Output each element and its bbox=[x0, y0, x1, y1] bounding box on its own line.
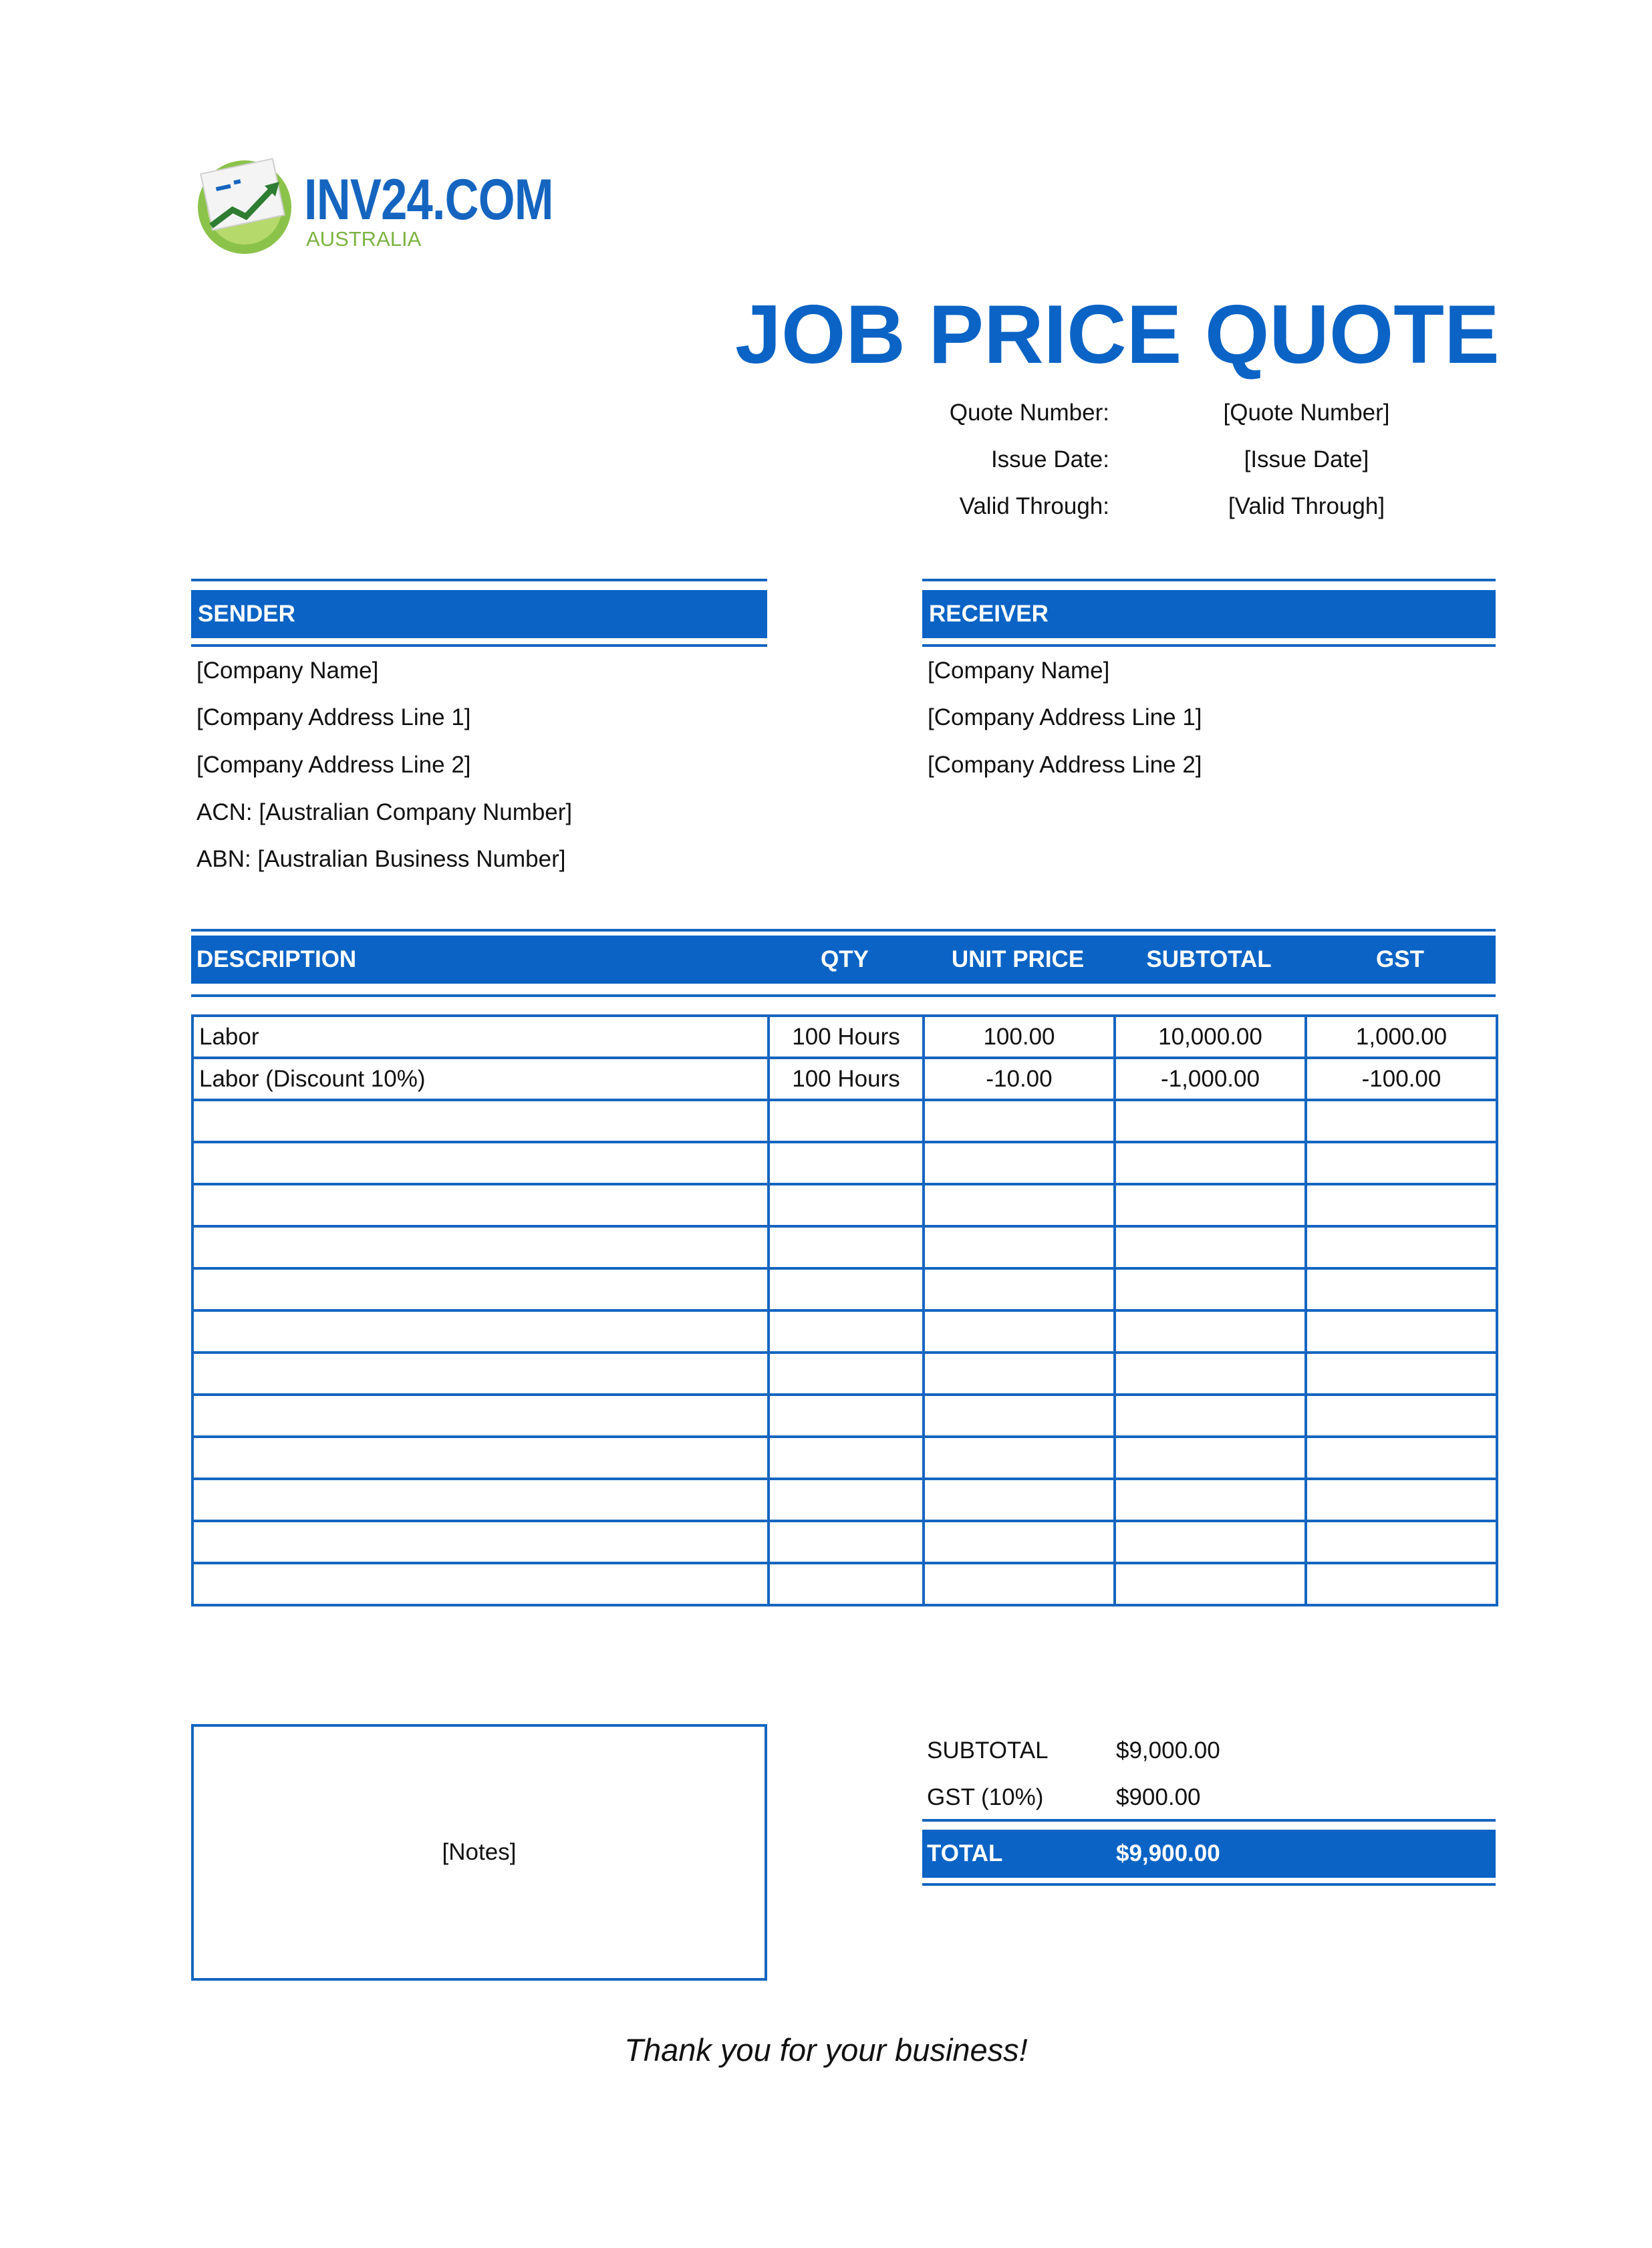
issue-date-value: [Issue Date] bbox=[1244, 446, 1369, 472]
sender-abn: ABN: [Australian Business Number] bbox=[196, 846, 566, 872]
quote-number-value: [Quote Number] bbox=[1223, 400, 1390, 426]
table-row-empty bbox=[192, 1226, 1497, 1268]
item-subtotal: 10,000.00 bbox=[1115, 1016, 1306, 1058]
receiver-address-line-2: [Company Address Line 2] bbox=[928, 752, 1202, 778]
receiver-heading: RECEIVER bbox=[922, 590, 1496, 638]
subtotal-label: SUBTOTAL bbox=[927, 1737, 1049, 1764]
table-row-empty bbox=[192, 1100, 1497, 1142]
sender-bottom-rule bbox=[191, 644, 767, 647]
total-bar bbox=[922, 1830, 1496, 1878]
table-row bbox=[192, 1016, 1497, 1058]
item-gst: 1,000.00 bbox=[1306, 1016, 1497, 1058]
notes-text: [Notes] bbox=[442, 1839, 517, 1865]
item-qty: 100 Hours bbox=[769, 1016, 924, 1058]
table-row bbox=[192, 1058, 1497, 1100]
header-description: DESCRIPTION bbox=[196, 946, 357, 972]
logo-chart-icon bbox=[192, 152, 299, 259]
gst-label: GST (10%) bbox=[927, 1784, 1044, 1810]
sender-acn: ACN: [Australian Company Number] bbox=[196, 799, 573, 825]
receiver-company-name: [Company Name] bbox=[928, 658, 1110, 684]
table-row-empty bbox=[192, 1268, 1497, 1310]
logo-name: INV24.COM bbox=[304, 168, 553, 232]
issue-date-label: Issue Date: bbox=[990, 446, 1109, 472]
table-row-empty bbox=[192, 1479, 1497, 1521]
total-bottom-rule bbox=[922, 1883, 1496, 1886]
subtotal-value: $9,000.00 bbox=[1116, 1737, 1220, 1764]
table-row-empty bbox=[192, 1395, 1497, 1437]
sender-heading: SENDER bbox=[191, 590, 767, 638]
total-top-rule bbox=[922, 1819, 1496, 1822]
total-label: TOTAL bbox=[927, 1840, 1003, 1866]
header-unit-price: UNIT PRICE bbox=[951, 946, 1085, 972]
item-subtotal: -1,000.00 bbox=[1115, 1058, 1306, 1100]
document-title: JOB PRICE QUOTE bbox=[735, 289, 1500, 381]
receiver-top-rule bbox=[922, 579, 1496, 581]
items-header-bottom-rule bbox=[191, 994, 1496, 997]
valid-through-label: Valid Through: bbox=[959, 493, 1109, 519]
notes-box bbox=[191, 1724, 767, 1981]
items-header bbox=[191, 936, 1496, 984]
receiver-bottom-rule bbox=[922, 644, 1496, 647]
sender-address-line-1: [Company Address Line 1] bbox=[196, 704, 471, 730]
item-qty: 100 Hours bbox=[769, 1058, 924, 1100]
sender-top-rule bbox=[191, 579, 767, 581]
table-row-empty bbox=[192, 1184, 1497, 1226]
item-description: Labor (Discount 10%) bbox=[192, 1058, 769, 1100]
logo-region: AUSTRALIA bbox=[306, 227, 422, 251]
items-table bbox=[191, 1014, 1498, 1606]
thank-you-message: Thank you for your business! bbox=[624, 2032, 1028, 2068]
sender-address-line-2: [Company Address Line 2] bbox=[196, 752, 471, 778]
header-qty: QTY bbox=[821, 946, 869, 972]
quote-number-label: Quote Number: bbox=[949, 400, 1109, 426]
table-row-empty bbox=[192, 1437, 1497, 1479]
item-gst: -100.00 bbox=[1306, 1058, 1497, 1100]
sender-company-name: [Company Name] bbox=[196, 658, 379, 684]
header-gst: GST bbox=[1376, 946, 1424, 972]
item-unit-price: -10.00 bbox=[924, 1058, 1115, 1100]
item-description: Labor bbox=[192, 1016, 769, 1058]
item-unit-price: 100.00 bbox=[924, 1016, 1115, 1058]
table-row-empty bbox=[192, 1310, 1497, 1353]
header-subtotal: SUBTOTAL bbox=[1146, 946, 1272, 972]
table-row-empty bbox=[192, 1521, 1497, 1563]
table-row-empty bbox=[192, 1142, 1497, 1184]
valid-through-value: [Valid Through] bbox=[1228, 493, 1385, 519]
items-top-rule bbox=[191, 929, 1496, 932]
total-value: $9,900.00 bbox=[1116, 1840, 1220, 1866]
receiver-address-line-1: [Company Address Line 1] bbox=[928, 704, 1202, 730]
table-row-empty bbox=[192, 1563, 1497, 1605]
table-row-empty bbox=[192, 1353, 1497, 1395]
gst-value: $900.00 bbox=[1116, 1784, 1201, 1810]
